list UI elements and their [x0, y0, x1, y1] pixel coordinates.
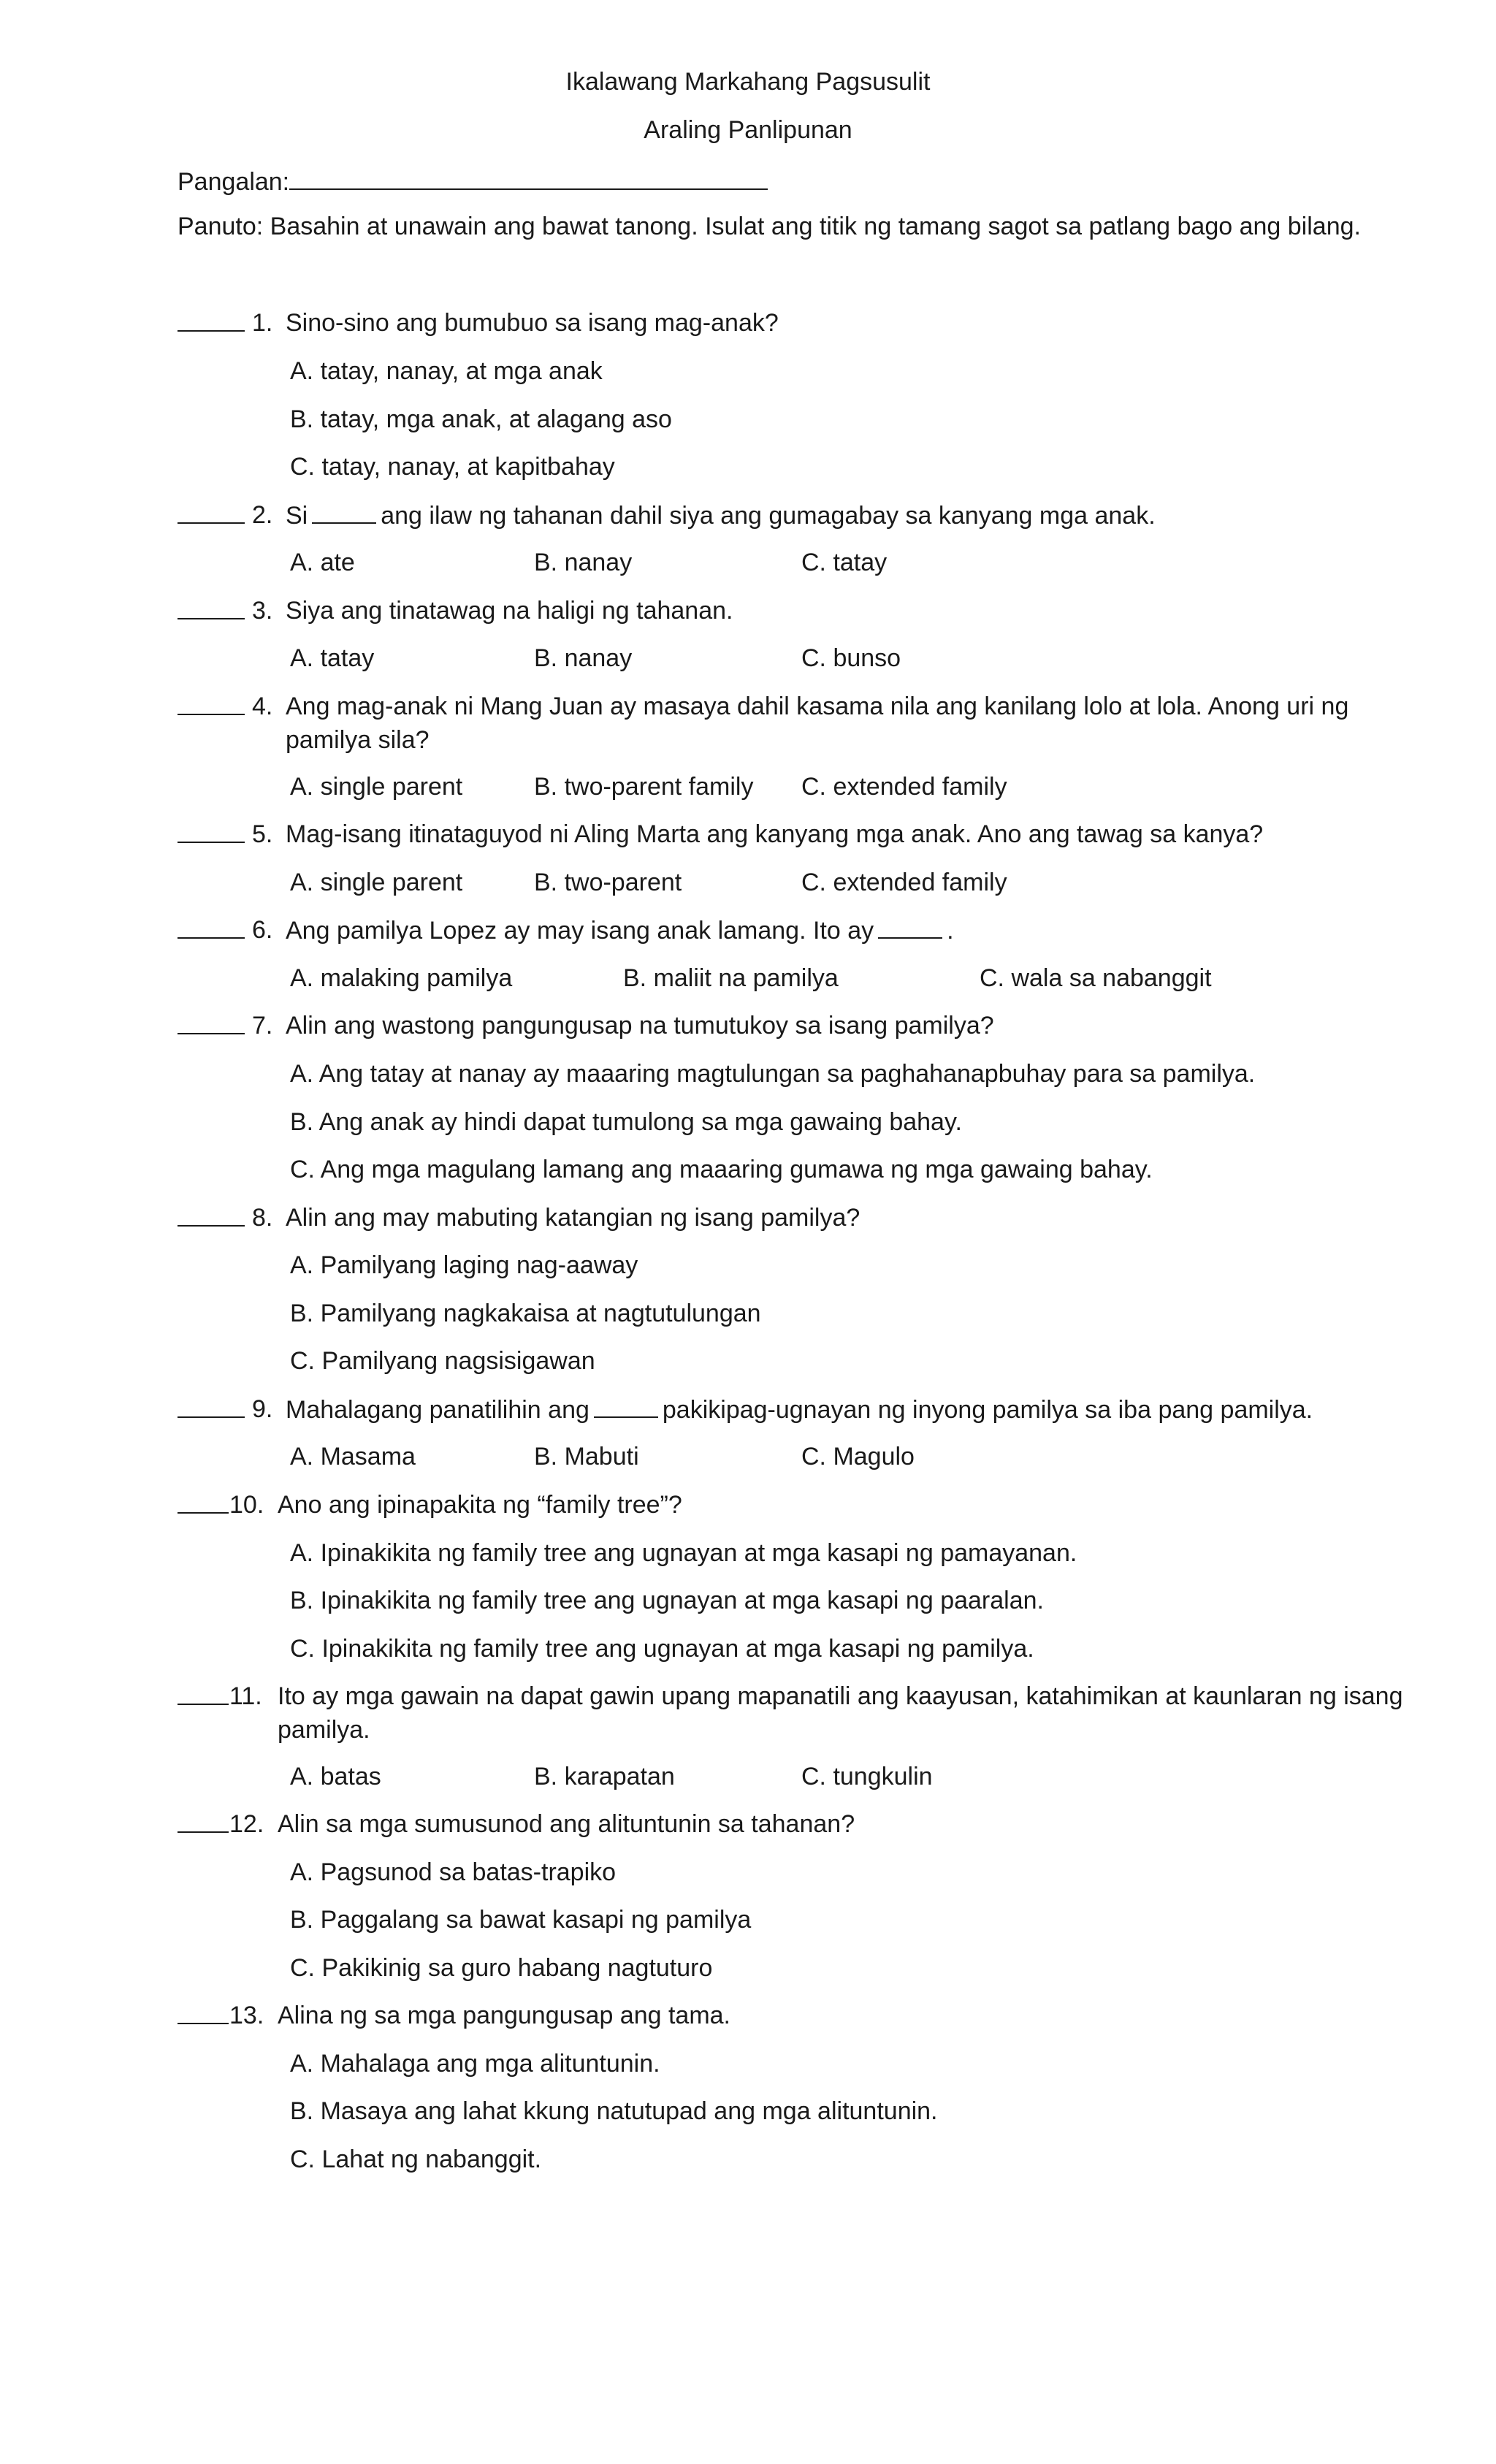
- option: B. nanay: [534, 644, 633, 672]
- option: C. extended family: [801, 773, 1007, 801]
- option: B. nanay: [534, 549, 633, 576]
- question-text-after: .: [947, 917, 954, 945]
- option: C. Pakikinig sa guro habang nagtuturo: [290, 1954, 713, 1982]
- question-text-before: Ang pamilya Lopez ay may isang anak lamang. Ito ay: [286, 917, 874, 945]
- option: A. Pagsunod sa batas-trapiko: [290, 1858, 617, 1886]
- question-text: Alin ang may mabuting katangian ng isang pamilya?: [286, 1204, 860, 1232]
- option: B. Paggalang sa bawat kasapi ng pamilya: [290, 1906, 752, 1934]
- question-text: Alin ang wastong pangungusap na tumutukoy sa isang pamilya?: [286, 1012, 994, 1040]
- option: B. maliit na pamilya: [623, 964, 839, 992]
- option: B. Mabuti: [534, 1443, 639, 1471]
- option: A. Ipinakikita ng family tree ang ugnayan at mga kasapi ng pamayanan.: [290, 1539, 1077, 1567]
- question-text-after: ang ilaw ng tahanan dahil siya ang gumagabay sa kanyang mga anak.: [381, 502, 1156, 530]
- answer-blank-6[interactable]: [178, 915, 245, 939]
- question-number: 1.: [252, 309, 273, 337]
- option: B. two-parent: [534, 869, 682, 896]
- option: C. Ang mga magulang lamang ang maaaring gumawa ng mga gawaing bahay.: [290, 1156, 1153, 1183]
- answer-blank-1[interactable]: [178, 308, 245, 332]
- answer-blank-3[interactable]: [178, 596, 245, 619]
- option: C. Ipinakikita ng family tree ang ugnayan at mga kasapi ng pamilya.: [290, 1635, 1034, 1663]
- question-number: 13.: [229, 2002, 264, 2029]
- question-text: Mag-isang itinataguyod ni Aling Marta ang kanyang mga anak. Ano ang tawag sa kanya?: [286, 820, 1264, 848]
- option: C. Magulo: [801, 1443, 915, 1471]
- option: C. extended family: [801, 869, 1007, 896]
- page-title: Ikalawang Markahang Pagsusulit: [565, 68, 931, 96]
- question-number: 11.: [229, 1682, 262, 1710]
- option: B. karapatan: [534, 1763, 675, 1790]
- option: C. tatay, nanay, at kapitbahay: [290, 453, 615, 481]
- question-text: Alina ng sa mga pangungusap ang tama.: [278, 2002, 731, 2029]
- option: B. Ang anak ay hindi dapat tumulong sa mga gawaing bahay.: [290, 1108, 962, 1136]
- question-number: 4.: [252, 693, 273, 720]
- option: A. ate: [290, 549, 355, 576]
- answer-blank-5[interactable]: [178, 820, 245, 843]
- option: A. tatay: [290, 644, 375, 672]
- option: A. Ang tatay at nanay ay maaaring magtulungan sa paghahanapbuhay para sa pamilya.: [290, 1060, 1256, 1088]
- name-row: [178, 164, 1496, 197]
- option: C. Pamilyang nagsisigawan: [290, 1347, 595, 1375]
- question-text-before: Si: [286, 502, 308, 530]
- question-text: [286, 915, 954, 945]
- fill-in-blank[interactable]: [878, 915, 942, 939]
- option: B. Pamilyang nagkakaisa at nagtutulungan: [290, 1300, 761, 1327]
- option: B. Ipinakikita ng family tree ang ugnayan at mga kasapi ng paaralan.: [290, 1587, 1044, 1614]
- answer-blank-7[interactable]: [178, 1011, 245, 1034]
- answer-blank-2[interactable]: [178, 500, 245, 524]
- option: A. malaking pamilya: [290, 964, 513, 992]
- answer-blank-9[interactable]: [178, 1395, 245, 1418]
- name-field[interactable]: [289, 164, 768, 190]
- option: A. Masama: [290, 1443, 416, 1471]
- option: C. bunso: [801, 644, 901, 672]
- question-text: [286, 1395, 1313, 1424]
- question-text-before: Mahalagang panatilihin ang: [286, 1396, 589, 1424]
- option: A. batas: [290, 1763, 381, 1790]
- question-number: 9.: [252, 1395, 273, 1423]
- question-number: 3.: [252, 597, 273, 625]
- option: C. tungkulin: [801, 1763, 933, 1790]
- question-text-after: pakikipag-ugnayan ng inyong pamilya sa iba pang pamilya.: [662, 1396, 1313, 1424]
- answer-blank-11[interactable]: [178, 1682, 229, 1705]
- option: A. Pamilyang laging nag-aaway: [290, 1251, 638, 1279]
- subject-title: Araling Panlipunan: [644, 116, 852, 144]
- answer-blank-4[interactable]: [178, 692, 245, 715]
- answer-blank-12[interactable]: [178, 1809, 229, 1833]
- question-text: Ang mag-anak ni Mang Juan ay masaya dahil kasama nila ang kanilang lolo at lola. Anong uri ng pamilya sila?: [286, 693, 1349, 754]
- option: A. Mahalaga ang mga alituntunin.: [290, 2050, 660, 2078]
- question-text: Siya ang tinatawag na haligi ng tahanan.: [286, 597, 733, 625]
- question-text: Alin sa mga sumusunod ang alituntunin sa tahanan?: [278, 1810, 855, 1838]
- question-text: [286, 500, 1156, 530]
- question-number: 7.: [252, 1012, 273, 1040]
- question-number: 12.: [229, 1810, 264, 1838]
- question-text: Sino-sino ang bumubuo sa isang mag-anak?: [286, 309, 779, 337]
- fill-in-blank[interactable]: [594, 1395, 658, 1418]
- option: C. wala sa nabanggit: [980, 964, 1212, 992]
- answer-blank-13[interactable]: [178, 2001, 229, 2024]
- option: B. two-parent family: [534, 773, 754, 801]
- answer-blank-10[interactable]: [178, 1490, 229, 1514]
- question-number: 10.: [229, 1491, 264, 1519]
- answer-blank-8[interactable]: [178, 1203, 245, 1227]
- question-number: 2.: [252, 501, 273, 529]
- option: A. single parent: [290, 869, 463, 896]
- option: B. Masaya ang lahat kkung natutupad ang mga alituntunin.: [290, 2097, 938, 2125]
- question-text: Ano ang ipinapakita ng “family tree”?: [278, 1491, 682, 1519]
- question-number: 8.: [252, 1204, 273, 1232]
- instructions: Panuto: Basahin at unawain ang bawat tanong. Isulat ang titik ng tamang sagot sa patlang bago ang bilang.: [178, 213, 1361, 240]
- option: A. single parent: [290, 773, 463, 801]
- option: C. tatay: [801, 549, 888, 576]
- option: A. tatay, nanay, at mga anak: [290, 357, 603, 385]
- fill-in-blank[interactable]: [312, 500, 376, 524]
- option: B. tatay, mga anak, at alagang aso: [290, 405, 672, 433]
- question-text: Ito ay mga gawain na dapat gawin upang mapanatili ang kaayusan, katahimikan at kaunlaran ng isang pamilya.: [278, 1682, 1403, 1744]
- name-label: Pangalan:: [178, 168, 290, 196]
- option: C. Lahat ng nabanggit.: [290, 2145, 542, 2173]
- question-number: 5.: [252, 820, 273, 848]
- question-number: 6.: [252, 916, 273, 944]
